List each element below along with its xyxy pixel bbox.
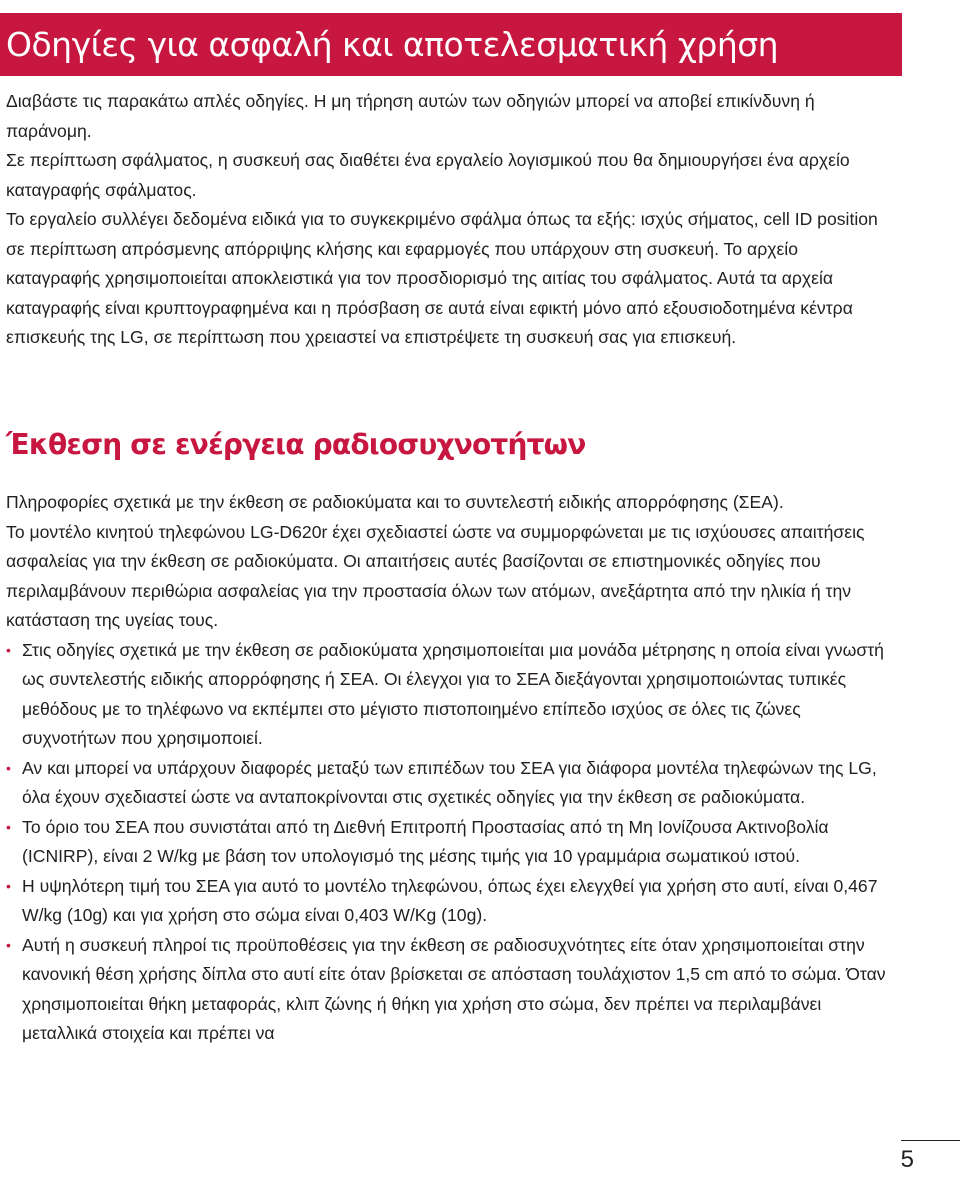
title-banner bbox=[0, 13, 902, 76]
page-number-rule bbox=[901, 1140, 960, 1141]
bullet-icon: • bbox=[6, 936, 11, 953]
intro-paragraph: Διαβάστε τις παρακάτω απλές οδηγίες. Η μη τήρηση αυτών των οδηγιών μπορεί να αποβεί επικίνδυνη ή παράνομη. bbox=[6, 91, 815, 141]
list-item bbox=[6, 813, 896, 872]
list-item-text: Η υψηλότερη τιμή του ΣΕΑ για αυτό το μοντέλο τηλεφώνου, όπως έχει ελεγχθεί για χρήση στο αυτί, είναι 0,467 W/kg (10g) και για χρήση στο σώμα είναι 0,403 W/Kg (10g). bbox=[22, 875, 878, 925]
bullet-icon: • bbox=[6, 818, 11, 835]
page-number: 5 bbox=[900, 1146, 914, 1173]
list-item-text: Αυτή η συσκευή πληροί τις προϋποθέσεις για την έκθεση σε ραδιοσυχνότητες είτε όταν χρησιμοποιείται στην κανονική θέση χρήσης δίπλα στο αυτί είτε όταν βρίσκεται σε απόσταση τουλάχιστον 1,5 cm από το σώμα. Όταν χρησιμοποιείται θήκη μεταφοράς, κλιπ ζώνης ή θήκη για χρήση στο σώμα, δεν πρέπει να περιλαμβάνει μεταλλικά στοιχεία και πρέπει να bbox=[22, 934, 886, 1043]
intro-paragraph: Το εργαλείο συλλέγει δεδομένα ειδικά για το συγκεκριμένο σφάλμα όπως τα εξής: ισχύς σήματος, cell ID position σε περίπτωση απρόσμενης απόρριψης κλήσης και εφαρμογές που υπάρχουν στη συσκευή. Το αρχείο καταγραφής χρησιμοποιείται αποκλειστικά για τον προσδιορισμό της αιτίας του σφάλματος. Αυτά τα αρχεία καταγραφής είναι κρυπτογραφημένα και η πρόσβαση σε αυτά είναι εφικτή μόνο από εξουσιοδοτημένα κέντρα επισκευής της LG, σε περίπτωση που χρειαστεί να επιστρέψετε τη συσκευή σας για επισκευή. bbox=[6, 209, 878, 347]
bullet-icon: • bbox=[6, 877, 11, 894]
page-title: Οδηγίες για ασφαλή και αποτελεσματική χρήση bbox=[6, 25, 779, 64]
bullet-icon: • bbox=[6, 641, 11, 658]
bullet-list bbox=[6, 636, 896, 1049]
list-item bbox=[6, 754, 896, 813]
rf-paragraph: Πληροφορίες σχετικά με την έκθεση σε ραδιοκύματα και το συντελεστή ειδικής απορρόφησης (ΣΕΑ). bbox=[6, 492, 784, 512]
intro-paragraph: Σε περίπτωση σφάλματος, η συσκευή σας διαθέτει ένα εργαλείο λογισμικού που θα δημιουργήσει ένα αρχείο καταγραφής σφάλματος. bbox=[6, 150, 850, 200]
list-item bbox=[6, 636, 896, 754]
rf-section bbox=[6, 488, 896, 1049]
intro-section bbox=[6, 87, 896, 353]
section-heading-rf-exposure: Έκθεση σε ενέργεια ραδιοσυχνοτήτων bbox=[6, 428, 586, 461]
rf-paragraph: Το μοντέλο κινητού τηλεφώνου LG-D620r έχει σχεδιαστεί ώστε να συμμορφώνεται με τις ισχύουσες απαιτήσεις ασφαλείας για την έκθεση σε ραδιοκύματα. Οι απαιτήσεις αυτές βασίζονται σε επιστημονικές οδηγίες που περιλαμβάνουν περιθώρια ασφαλείας για την προστασία όλων των ατόμων, ανεξάρτητα από την ηλικία ή την κατάσταση της υγείας τους. bbox=[6, 521, 865, 630]
list-item-text: Αν και μπορεί να υπάρχουν διαφορές μεταξύ των επιπέδων του ΣΕΑ για διάφορα μοντέλα τηλεφώνων της LG, όλα έχουν σχεδιαστεί ώστε να ανταποκρίνονται στις σχετικές οδηγίες για την έκθεση σε ραδιοκύματα. bbox=[22, 757, 877, 807]
list-item bbox=[6, 931, 896, 1049]
list-item bbox=[6, 872, 896, 931]
list-item-text: Το όριο του ΣΕΑ που συνιστάται από τη Διεθνή Επιτροπή Προστασίας από τη Μη Ιονίζουσα Ακτινοβολία (ICNIRP), είναι 2 W/kg με βάση τον υπολογισμό της μέσης τιμής για 10 γραμμάρια σωματικού ιστού. bbox=[22, 816, 829, 866]
bullet-icon: • bbox=[6, 759, 11, 776]
list-item-text: Στις οδηγίες σχετικά με την έκθεση σε ραδιοκύματα χρησιμοποιείται μια μονάδα μέτρησης η οποία είναι γνωστή ως συντελεστής ειδικής απορρόφησης ή ΣΕΑ. Οι έλεγχοι για το ΣΕΑ διεξάγονται χρησιμοποιώντας τυπικές μεθόδους με το τηλέφωνο να εκπέμπει στο μέγιστο πιστοποιημένο επίπεδο ισχύος σε όλες τις ζώνες συχνοτήτων που χρησιμοποιεί. bbox=[22, 639, 884, 748]
